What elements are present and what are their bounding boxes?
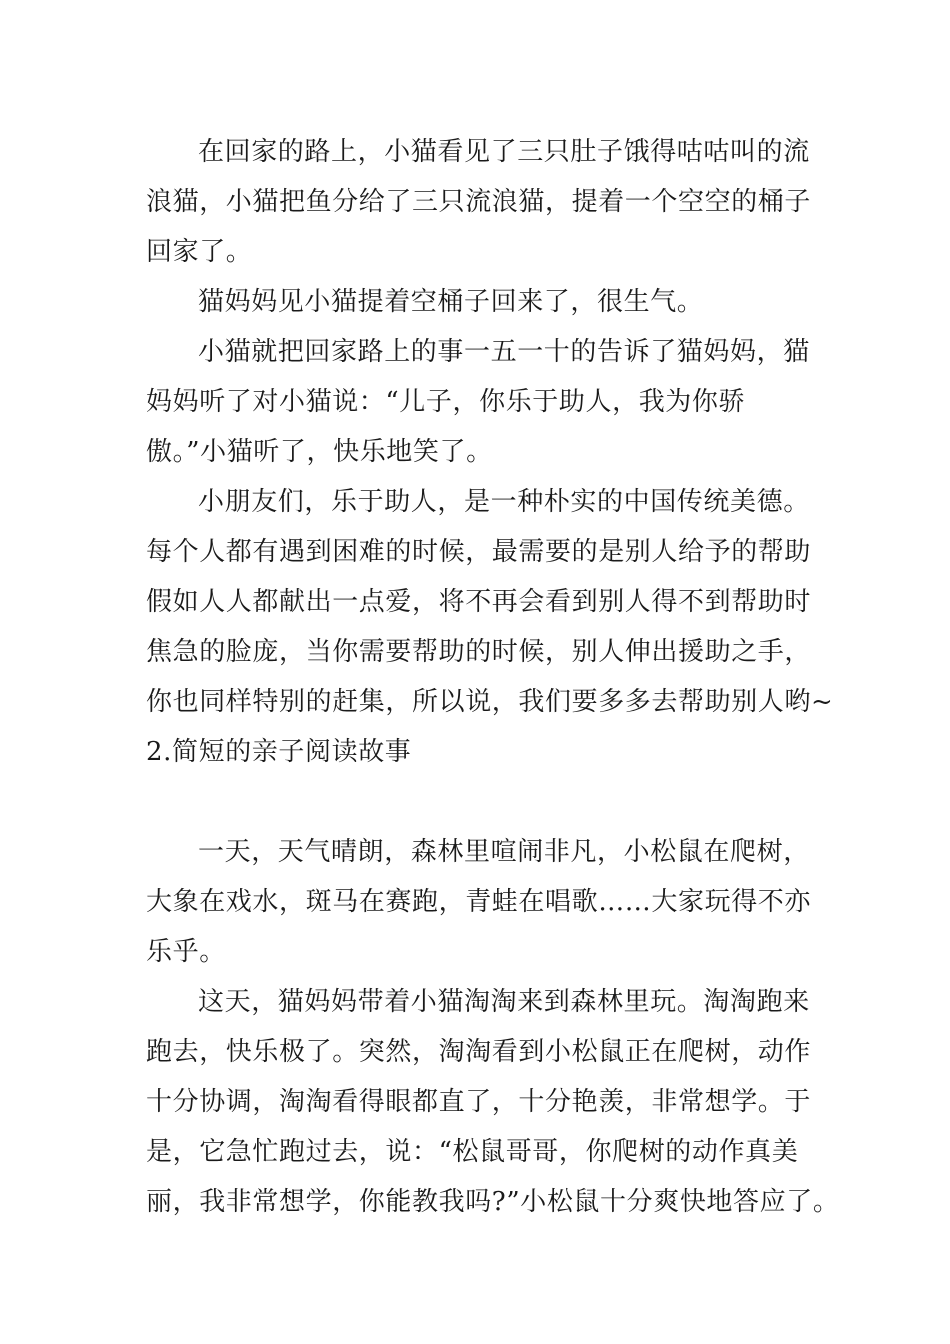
paragraph-line: 焦急的脸庞，当你需要帮助的时候，别人伸出援助之手，: [146, 637, 812, 667]
section-heading: 2.简短的亲子阅读故事: [146, 737, 412, 767]
paragraph-line: 你也同样特别的赶集，所以说，我们要多多去帮助别人哟~: [146, 687, 834, 717]
paragraph-line: 大象在戏水，斑马在赛跑，青蛙在唱歌……大家玩得不亦: [146, 887, 812, 917]
paragraph-line: 浪猫，小猫把鱼分给了三只流浪猫，提着一个空空的桶子: [146, 187, 812, 217]
paragraph-line: 小朋友们，乐于助人，是一种朴实的中国传统美德。: [198, 487, 810, 517]
paragraph-line: 丽，我非常想学，你能教我吗?”小松鼠十分爽快地答应了。: [146, 1187, 840, 1217]
paragraph-line: 在回家的路上，小猫看见了三只肚子饿得咕咕叫的流: [198, 137, 810, 167]
paragraph-line: 乐乎。: [146, 937, 226, 967]
paragraph-line: 是，它急忙跑过去，说：“松鼠哥哥，你爬树的动作真美: [146, 1137, 799, 1167]
paragraph-line: 妈妈听了对小猫说：“儿子，你乐于助人，我为你骄: [146, 387, 746, 417]
paragraph-line: 小猫就把回家路上的事一五一十的告诉了猫妈妈，猫: [198, 337, 810, 367]
paragraph-line: 一天，天气晴朗，森林里喧闹非凡，小松鼠在爬树，: [198, 837, 810, 867]
paragraph-line: 跑去，快乐极了。突然，淘淘看到小松鼠正在爬树，动作: [146, 1037, 812, 1067]
paragraph-line: 假如人人都献出一点爱，将不再会看到别人得不到帮助时: [146, 587, 812, 617]
paragraph-line: 猫妈妈见小猫提着空桶子回来了，很生气。: [198, 287, 704, 317]
paragraph-line: 每个人都有遇到困难的时候，最需要的是别人给予的帮助: [146, 537, 812, 567]
paragraph-line: 这天，猫妈妈带着小猫淘淘来到森林里玩。淘淘跑来: [198, 987, 810, 1017]
paragraph-line: 傲。”小猫听了，快乐地笑了。: [146, 437, 493, 467]
paragraph-line: 回家了。: [146, 237, 253, 267]
paragraph-line: 十分协调，淘淘看得眼都直了，十分艳羡，非常想学。于: [146, 1087, 812, 1117]
